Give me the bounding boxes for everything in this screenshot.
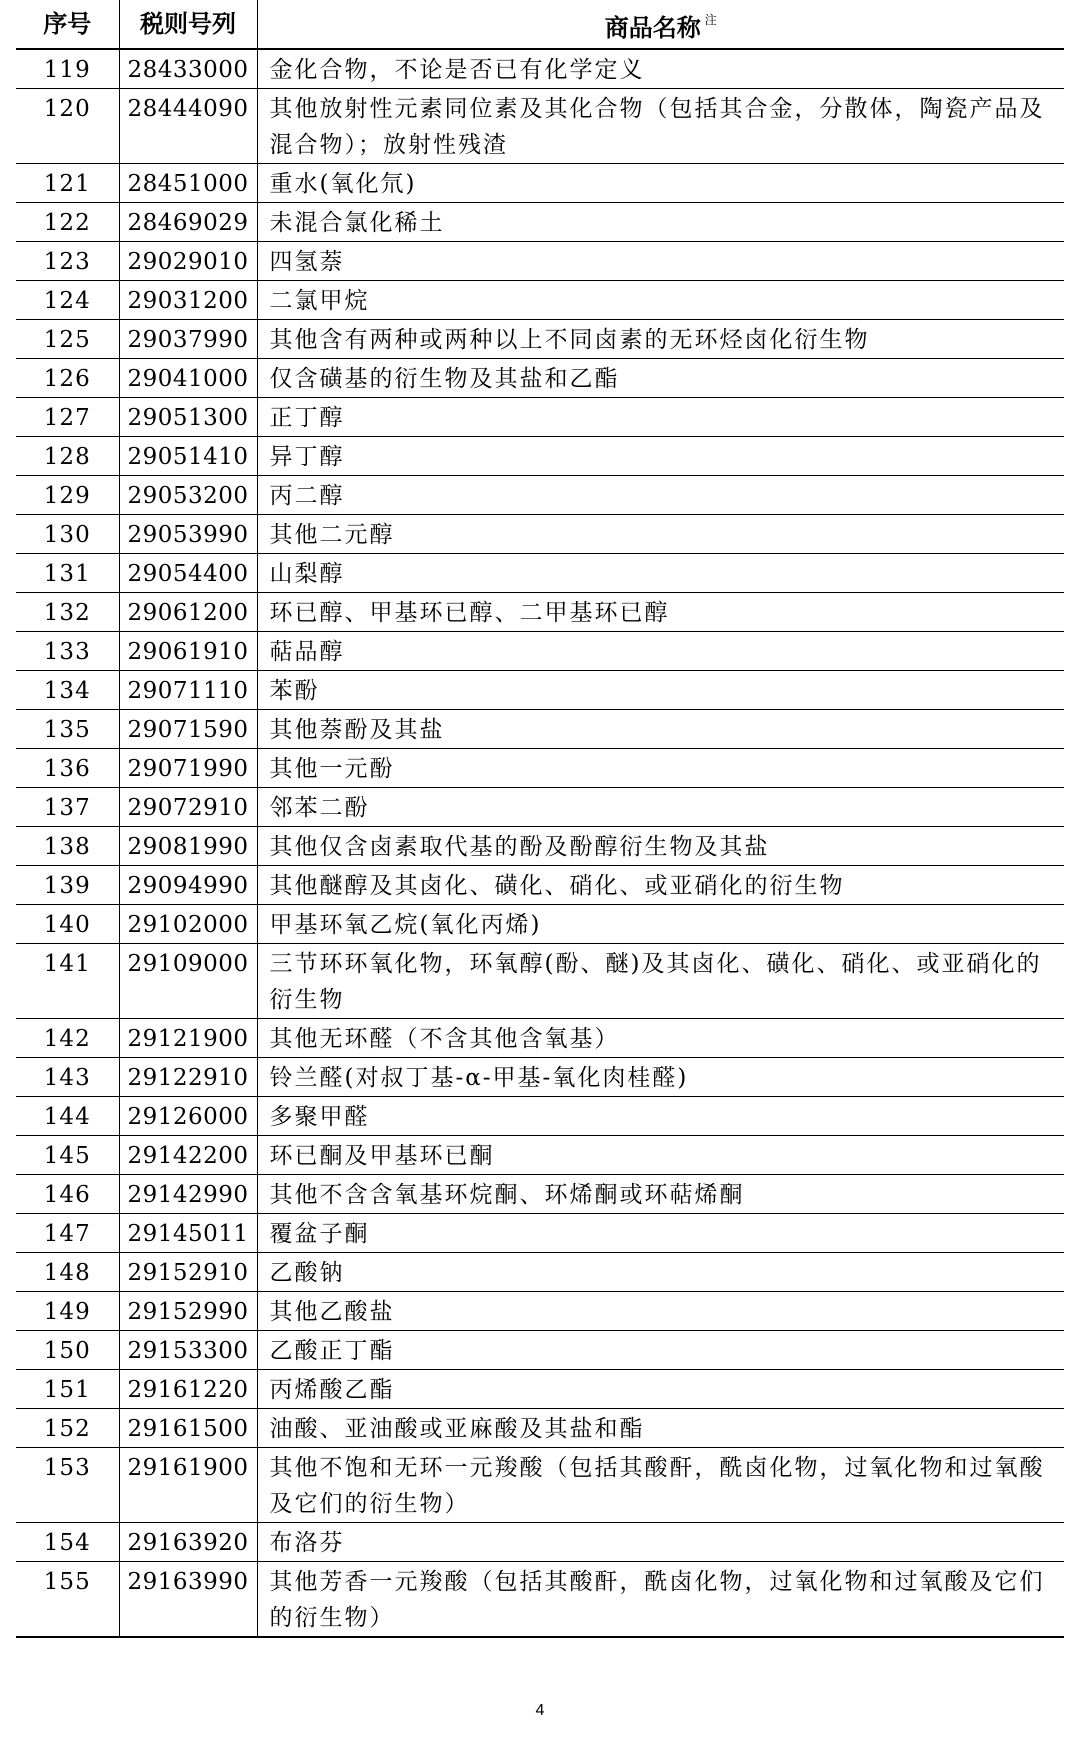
row-product-name: 乙酸正丁酯 [257, 1331, 1064, 1370]
row-serial-number: 120 [16, 89, 119, 164]
table-row [16, 1409, 1064, 1448]
row-product-name: 萜品醇 [257, 632, 1064, 671]
row-tariff-code: 29109000 [119, 944, 257, 1019]
row-tariff-code: 28433000 [119, 49, 257, 89]
row-product-name: 异丁醇 [257, 437, 1064, 476]
header-note-marker: 注 [704, 13, 717, 27]
row-tariff-code: 29102000 [119, 905, 257, 944]
row-serial-number: 134 [16, 671, 119, 710]
row-serial-number: 139 [16, 866, 119, 905]
table-row [16, 671, 1064, 710]
row-tariff-code: 29152990 [119, 1292, 257, 1331]
row-serial-number: 138 [16, 827, 119, 866]
row-serial-number: 125 [16, 320, 119, 359]
header-product-name [257, 0, 1064, 49]
row-product-name: 多聚甲醛 [257, 1097, 1064, 1136]
row-product-name: 其他仅含卤素取代基的酚及酚醇衍生物及其盐 [257, 827, 1064, 866]
row-product-name: 其他萘酚及其盐 [257, 710, 1064, 749]
row-serial-number: 145 [16, 1136, 119, 1175]
row-tariff-code: 29071590 [119, 710, 257, 749]
row-serial-number: 135 [16, 710, 119, 749]
row-tariff-code: 29152910 [119, 1253, 257, 1292]
table-row [16, 1331, 1064, 1370]
table-row [16, 1370, 1064, 1409]
table-row [16, 1175, 1064, 1214]
row-product-name: 其他不含含氧基环烷酮、环烯酮或环萜烯酮 [257, 1175, 1064, 1214]
table-row [16, 944, 1064, 1019]
table-row [16, 49, 1064, 89]
row-tariff-code: 29161220 [119, 1370, 257, 1409]
row-serial-number: 143 [16, 1058, 119, 1097]
row-product-name: 环已酮及甲基环已酮 [257, 1136, 1064, 1175]
row-tariff-code: 29053990 [119, 515, 257, 554]
row-tariff-code: 29161500 [119, 1409, 257, 1448]
row-serial-number: 119 [16, 49, 119, 89]
tariff-table [16, 0, 1064, 1638]
row-product-name: 苯酚 [257, 671, 1064, 710]
row-product-name: 其他无环醛（不含其他含氧基） [257, 1019, 1064, 1058]
table-row [16, 1214, 1064, 1253]
row-serial-number: 122 [16, 203, 119, 242]
row-product-name: 铃兰醛(对叔丁基-α-甲基-氧化肉桂醛) [257, 1058, 1064, 1097]
row-product-name: 仅含磺基的衍生物及其盐和乙酯 [257, 359, 1064, 398]
row-tariff-code: 29071990 [119, 749, 257, 788]
row-tariff-code: 29122910 [119, 1058, 257, 1097]
table-row [16, 320, 1064, 359]
row-tariff-code: 29142990 [119, 1175, 257, 1214]
row-product-name: 油酸、亚油酸或亚麻酸及其盐和酯 [257, 1409, 1064, 1448]
row-product-name: 环已醇、甲基环已醇、二甲基环已醇 [257, 593, 1064, 632]
table-header [16, 0, 1064, 49]
row-tariff-code: 29153300 [119, 1331, 257, 1370]
table-row [16, 242, 1064, 281]
table-row [16, 593, 1064, 632]
row-serial-number: 130 [16, 515, 119, 554]
table-row [16, 554, 1064, 593]
table-row [16, 203, 1064, 242]
row-tariff-code: 29053200 [119, 476, 257, 515]
row-tariff-code: 29145011 [119, 1214, 257, 1253]
row-serial-number: 137 [16, 788, 119, 827]
row-serial-number: 131 [16, 554, 119, 593]
row-tariff-code: 29029010 [119, 242, 257, 281]
row-serial-number: 140 [16, 905, 119, 944]
row-product-name: 丙二醇 [257, 476, 1064, 515]
table-row [16, 1562, 1064, 1638]
row-serial-number: 132 [16, 593, 119, 632]
row-serial-number: 144 [16, 1097, 119, 1136]
row-tariff-code: 29051410 [119, 437, 257, 476]
row-serial-number: 124 [16, 281, 119, 320]
table-row [16, 1448, 1064, 1523]
row-product-name: 布洛芬 [257, 1523, 1064, 1562]
row-tariff-code: 29142200 [119, 1136, 257, 1175]
row-product-name: 三节环环氧化物，环氧醇(酚、醚)及其卤化、磺化、硝化、或亚硝化的衍生物 [257, 944, 1064, 1019]
row-serial-number: 128 [16, 437, 119, 476]
row-product-name: 丙烯酸乙酯 [257, 1370, 1064, 1409]
table-row [16, 710, 1064, 749]
row-serial-number: 141 [16, 944, 119, 1019]
table-row [16, 281, 1064, 320]
table-row [16, 398, 1064, 437]
row-serial-number: 123 [16, 242, 119, 281]
row-tariff-code: 29161900 [119, 1448, 257, 1523]
row-product-name: 正丁醇 [257, 398, 1064, 437]
row-product-name: 甲基环氧乙烷(氧化丙烯) [257, 905, 1064, 944]
header-tariff-code: 税则号列 [119, 0, 257, 49]
row-product-name: 金化合物，不论是否已有化学定义 [257, 49, 1064, 89]
row-tariff-code: 29054400 [119, 554, 257, 593]
row-product-name: 四氢萘 [257, 242, 1064, 281]
table-row [16, 476, 1064, 515]
row-product-name: 山梨醇 [257, 554, 1064, 593]
row-tariff-code: 29037990 [119, 320, 257, 359]
row-tariff-code: 29126000 [119, 1097, 257, 1136]
row-serial-number: 148 [16, 1253, 119, 1292]
page-number: 4 [535, 1702, 545, 1719]
table-row [16, 866, 1064, 905]
table-row [16, 1523, 1064, 1562]
row-tariff-code: 28444090 [119, 89, 257, 164]
table-row [16, 89, 1064, 164]
row-tariff-code: 28451000 [119, 164, 257, 203]
row-serial-number: 127 [16, 398, 119, 437]
table-row [16, 1292, 1064, 1331]
row-serial-number: 151 [16, 1370, 119, 1409]
table-row [16, 437, 1064, 476]
document-page [16, 0, 1064, 1638]
row-serial-number: 154 [16, 1523, 119, 1562]
table-row [16, 905, 1064, 944]
row-tariff-code: 29071110 [119, 671, 257, 710]
row-serial-number: 153 [16, 1448, 119, 1523]
row-product-name: 其他含有两种或两种以上不同卤素的无环烃卤化衍生物 [257, 320, 1064, 359]
row-serial-number: 149 [16, 1292, 119, 1331]
row-serial-number: 155 [16, 1562, 119, 1638]
row-serial-number: 129 [16, 476, 119, 515]
table-row [16, 632, 1064, 671]
row-serial-number: 142 [16, 1019, 119, 1058]
row-tariff-code: 29031200 [119, 281, 257, 320]
table-row [16, 749, 1064, 788]
row-product-name: 其他二元醇 [257, 515, 1064, 554]
row-tariff-code: 29121900 [119, 1019, 257, 1058]
row-serial-number: 150 [16, 1331, 119, 1370]
row-product-name: 覆盆子酮 [257, 1214, 1064, 1253]
row-product-name: 乙酸钠 [257, 1253, 1064, 1292]
table-row [16, 1097, 1064, 1136]
row-product-name: 邻苯二酚 [257, 788, 1064, 827]
row-serial-number: 152 [16, 1409, 119, 1448]
row-tariff-code: 29081990 [119, 827, 257, 866]
row-product-name: 未混合氯化稀土 [257, 203, 1064, 242]
row-tariff-code: 29163920 [119, 1523, 257, 1562]
row-serial-number: 133 [16, 632, 119, 671]
row-product-name: 二氯甲烷 [257, 281, 1064, 320]
row-tariff-code: 29094990 [119, 866, 257, 905]
table-row [16, 164, 1064, 203]
row-tariff-code: 29051300 [119, 398, 257, 437]
table-row [16, 1019, 1064, 1058]
row-tariff-code: 29061910 [119, 632, 257, 671]
table-body [16, 49, 1064, 1637]
row-product-name: 其他醚醇及其卤化、磺化、硝化、或亚硝化的衍生物 [257, 866, 1064, 905]
row-serial-number: 136 [16, 749, 119, 788]
row-tariff-code: 29163990 [119, 1562, 257, 1638]
row-serial-number: 126 [16, 359, 119, 398]
row-product-name: 其他芳香一元羧酸（包括其酸酐，酰卤化物，过氧化物和过氧酸及它们的衍生物） [257, 1562, 1064, 1638]
row-product-name: 其他放射性元素同位素及其化合物（包括其合金，分散体，陶瓷产品及混合物）；放射性残渣 [257, 89, 1064, 164]
header-product-name-label: 商品名称 [604, 14, 701, 42]
row-product-name: 其他乙酸盐 [257, 1292, 1064, 1331]
row-serial-number: 121 [16, 164, 119, 203]
row-tariff-code: 29061200 [119, 593, 257, 632]
table-row [16, 1253, 1064, 1292]
row-product-name: 其他不饱和无环一元羧酸（包括其酸酐，酰卤化物，过氧化物和过氧酸及它们的衍生物） [257, 1448, 1064, 1523]
row-product-name: 重水(氧化氘) [257, 164, 1064, 203]
table-row [16, 1136, 1064, 1175]
row-tariff-code: 29072910 [119, 788, 257, 827]
table-row [16, 1058, 1064, 1097]
table-row [16, 788, 1064, 827]
table-row [16, 359, 1064, 398]
header-row [16, 0, 1064, 49]
row-serial-number: 147 [16, 1214, 119, 1253]
header-serial-number: 序号 [16, 0, 119, 49]
row-tariff-code: 28469029 [119, 203, 257, 242]
row-tariff-code: 29041000 [119, 359, 257, 398]
row-product-name: 其他一元酚 [257, 749, 1064, 788]
row-serial-number: 146 [16, 1175, 119, 1214]
table-row [16, 827, 1064, 866]
table-row [16, 515, 1064, 554]
